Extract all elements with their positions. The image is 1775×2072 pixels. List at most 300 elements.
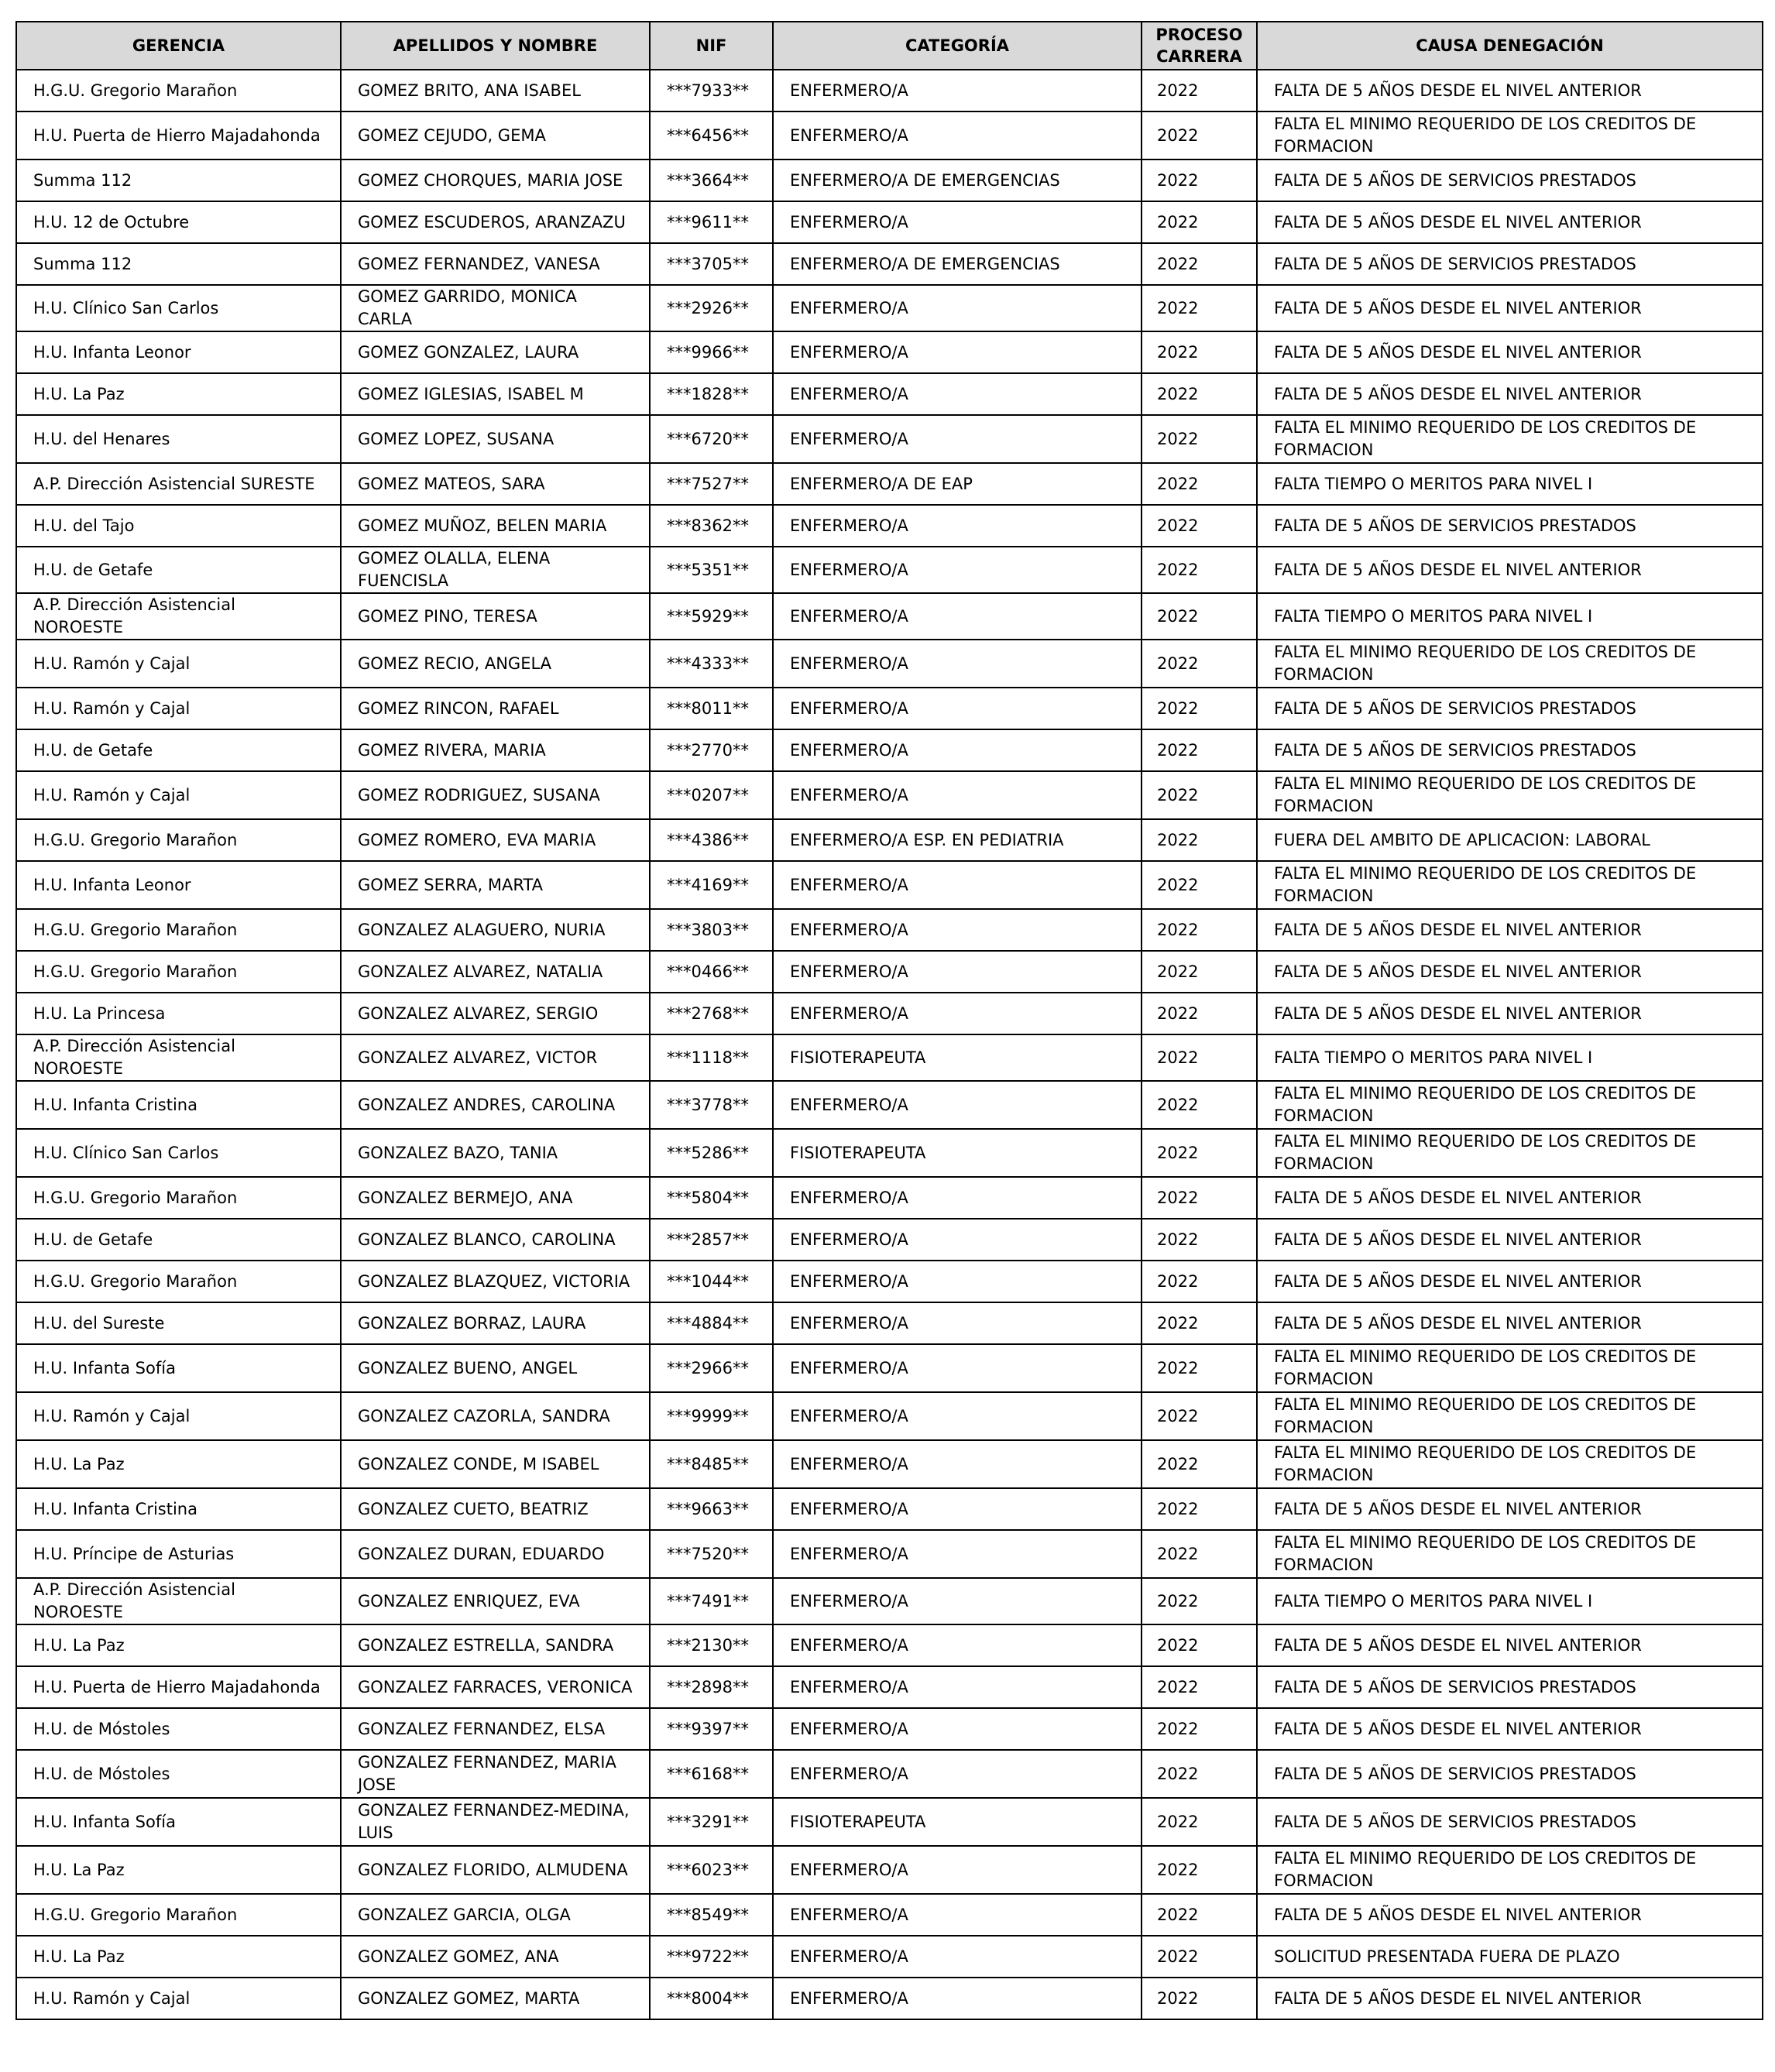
cell-gerencia: H.U. La Paz: [16, 1624, 341, 1666]
cell-nif: ***6720**: [650, 415, 773, 463]
cell-gerencia: A.P. Dirección Asistencial NOROESTE: [16, 1578, 341, 1624]
cell-proceso: 2022: [1142, 1302, 1257, 1344]
cell-nombre: GONZALEZ DURAN, EDUARDO: [341, 1530, 650, 1578]
cell-gerencia: A.P. Dirección Asistencial NOROESTE: [16, 1034, 341, 1081]
cell-proceso: 2022: [1142, 1936, 1257, 1978]
cell-nif: ***9999**: [650, 1392, 773, 1440]
cell-nombre: GOMEZ CEJUDO, GEMA: [341, 111, 650, 160]
cell-categoria: ENFERMERO/A: [773, 993, 1142, 1034]
cell-proceso: 2022: [1142, 463, 1257, 505]
table-row: [16, 640, 1763, 688]
cell-categoria: ENFERMERO/A: [773, 111, 1142, 160]
cell-causa: FALTA EL MINIMO REQUERIDO DE LOS CREDITOS DE FORMACION: [1257, 1530, 1763, 1578]
cell-nombre: GOMEZ RIVERA, MARIA: [341, 729, 650, 771]
cell-causa: FALTA DE 5 AÑOS DESDE EL NIVEL ANTERIOR: [1257, 1624, 1763, 1666]
cell-gerencia: H.U. de Getafe: [16, 547, 341, 593]
cell-nif: ***3291**: [650, 1798, 773, 1846]
cell-causa: FALTA EL MINIMO REQUERIDO DE LOS CREDITOS DE FORMACION: [1257, 640, 1763, 688]
cell-proceso: 2022: [1142, 909, 1257, 951]
table-row: [16, 1177, 1763, 1219]
cell-gerencia: H.U. La Paz: [16, 1846, 341, 1894]
cell-gerencia: H.U. del Sureste: [16, 1302, 341, 1344]
cell-proceso: 2022: [1142, 1344, 1257, 1392]
cell-gerencia: H.U. Ramón y Cajal: [16, 688, 341, 729]
table-row: [16, 861, 1763, 909]
cell-causa: FALTA DE 5 AÑOS DE SERVICIOS PRESTADOS: [1257, 160, 1763, 201]
cell-nif: ***1828**: [650, 373, 773, 415]
cell-nif: ***6023**: [650, 1846, 773, 1894]
cell-nombre: GONZALEZ FERNANDEZ, ELSA: [341, 1708, 650, 1750]
cell-nombre: GONZALEZ ALVAREZ, NATALIA: [341, 951, 650, 993]
cell-nif: ***8011**: [650, 688, 773, 729]
table-row: [16, 1798, 1763, 1846]
cell-causa: FALTA TIEMPO O MERITOS PARA NIVEL I: [1257, 463, 1763, 505]
cell-nif: ***6168**: [650, 1750, 773, 1798]
cell-nombre: GOMEZ LOPEZ, SUSANA: [341, 415, 650, 463]
cell-nombre: GOMEZ MUÑOZ, BELEN MARIA: [341, 505, 650, 547]
cell-causa: FALTA EL MINIMO REQUERIDO DE LOS CREDITOS DE FORMACION: [1257, 1129, 1763, 1177]
cell-nombre: GONZALEZ FERNANDEZ-MEDINA, LUIS: [341, 1798, 650, 1846]
cell-proceso: 2022: [1142, 1081, 1257, 1129]
cell-causa: FALTA DE 5 AÑOS DESDE EL NIVEL ANTERIOR: [1257, 1488, 1763, 1530]
cell-proceso: 2022: [1142, 1798, 1257, 1846]
table-row: [16, 415, 1763, 463]
cell-proceso: 2022: [1142, 201, 1257, 243]
cell-nombre: GONZALEZ BORRAZ, LAURA: [341, 1302, 650, 1344]
cell-categoria: ENFERMERO/A: [773, 1081, 1142, 1129]
cell-nif: ***4386**: [650, 819, 773, 861]
cell-nif: ***2770**: [650, 729, 773, 771]
cell-nombre: GONZALEZ ALAGUERO, NURIA: [341, 909, 650, 951]
cell-proceso: 2022: [1142, 1129, 1257, 1177]
cell-gerencia: H.U. Infanta Sofía: [16, 1798, 341, 1846]
cell-nif: ***8485**: [650, 1440, 773, 1488]
table-row: [16, 593, 1763, 640]
cell-categoria: ENFERMERO/A: [773, 1392, 1142, 1440]
cell-proceso: 2022: [1142, 373, 1257, 415]
cell-proceso: 2022: [1142, 1219, 1257, 1261]
cell-causa: FALTA DE 5 AÑOS DESDE EL NIVEL ANTERIOR: [1257, 1177, 1763, 1219]
cell-gerencia: H.U. Clínico San Carlos: [16, 285, 341, 331]
cell-categoria: ENFERMERO/A: [773, 1978, 1142, 2019]
cell-categoria: ENFERMERO/A: [773, 861, 1142, 909]
table-row: [16, 688, 1763, 729]
cell-gerencia: A.P. Dirección Asistencial NOROESTE: [16, 593, 341, 640]
cell-proceso: 2022: [1142, 1392, 1257, 1440]
cell-categoria: ENFERMERO/A: [773, 1894, 1142, 1936]
cell-causa: FALTA TIEMPO O MERITOS PARA NIVEL I: [1257, 1578, 1763, 1624]
cell-causa: FALTA DE 5 AÑOS DESDE EL NIVEL ANTERIOR: [1257, 951, 1763, 993]
cell-causa: FALTA DE 5 AÑOS DESDE EL NIVEL ANTERIOR: [1257, 1302, 1763, 1344]
cell-proceso: 2022: [1142, 729, 1257, 771]
cell-causa: FALTA DE 5 AÑOS DE SERVICIOS PRESTADOS: [1257, 1798, 1763, 1846]
cell-proceso: 2022: [1142, 1261, 1257, 1302]
cell-causa: FALTA DE 5 AÑOS DESDE EL NIVEL ANTERIOR: [1257, 1219, 1763, 1261]
cell-categoria: ENFERMERO/A: [773, 1344, 1142, 1392]
cell-proceso: 2022: [1142, 993, 1257, 1034]
cell-categoria: ENFERMERO/A: [773, 1846, 1142, 1894]
cell-gerencia: H.U. Puerta de Hierro Majadahonda: [16, 111, 341, 160]
table-row: [16, 463, 1763, 505]
cell-categoria: FISIOTERAPEUTA: [773, 1129, 1142, 1177]
cell-proceso: 2022: [1142, 1034, 1257, 1081]
table-row: [16, 819, 1763, 861]
cell-causa: FALTA EL MINIMO REQUERIDO DE LOS CREDITOS DE FORMACION: [1257, 1344, 1763, 1392]
header-nif: NIF: [650, 22, 773, 70]
table-row: [16, 1440, 1763, 1488]
cell-proceso: 2022: [1142, 160, 1257, 201]
cell-nif: ***2898**: [650, 1666, 773, 1708]
cell-proceso: 2022: [1142, 547, 1257, 593]
cell-categoria: FISIOTERAPEUTA: [773, 1034, 1142, 1081]
cell-nif: ***7933**: [650, 70, 773, 111]
cell-proceso: 2022: [1142, 640, 1257, 688]
table-row: [16, 729, 1763, 771]
cell-nombre: GOMEZ RINCON, RAFAEL: [341, 688, 650, 729]
cell-nif: ***9397**: [650, 1708, 773, 1750]
table-row: [16, 1624, 1763, 1666]
cell-nif: ***7527**: [650, 463, 773, 505]
cell-gerencia: H.G.U. Gregorio Marañon: [16, 70, 341, 111]
cell-causa: FALTA TIEMPO O MERITOS PARA NIVEL I: [1257, 593, 1763, 640]
header-apellidos-nombre: APELLIDOS Y NOMBRE: [341, 22, 650, 70]
cell-causa: FALTA DE 5 AÑOS DESDE EL NIVEL ANTERIOR: [1257, 993, 1763, 1034]
cell-proceso: 2022: [1142, 70, 1257, 111]
cell-categoria: ENFERMERO/A: [773, 505, 1142, 547]
header-gerencia: GERENCIA: [16, 22, 341, 70]
cell-causa: FALTA DE 5 AÑOS DESDE EL NIVEL ANTERIOR: [1257, 1978, 1763, 2019]
cell-nombre: GONZALEZ ALVAREZ, VICTOR: [341, 1034, 650, 1081]
cell-causa: FALTA DE 5 AÑOS DE SERVICIOS PRESTADOS: [1257, 1666, 1763, 1708]
cell-nombre: GONZALEZ CONDE, M ISABEL: [341, 1440, 650, 1488]
cell-nombre: GOMEZ FERNANDEZ, VANESA: [341, 243, 650, 285]
cell-categoria: ENFERMERO/A: [773, 547, 1142, 593]
cell-gerencia: H.U. Ramón y Cajal: [16, 1392, 341, 1440]
table-row: [16, 1978, 1763, 2019]
cell-categoria: ENFERMERO/A: [773, 1750, 1142, 1798]
cell-proceso: 2022: [1142, 1846, 1257, 1894]
cell-categoria: ENFERMERO/A: [773, 729, 1142, 771]
table-row: [16, 70, 1763, 111]
cell-nombre: GOMEZ GONZALEZ, LAURA: [341, 331, 650, 373]
cell-causa: FALTA TIEMPO O MERITOS PARA NIVEL I: [1257, 1034, 1763, 1081]
cell-nombre: GOMEZ OLALLA, ELENA FUENCISLA: [341, 547, 650, 593]
cell-gerencia: H.G.U. Gregorio Marañon: [16, 1894, 341, 1936]
table-row: [16, 993, 1763, 1034]
cell-nombre: GOMEZ RECIO, ANGELA: [341, 640, 650, 688]
cell-categoria: ENFERMERO/A: [773, 1578, 1142, 1624]
cell-gerencia: H.G.U. Gregorio Marañon: [16, 1177, 341, 1219]
cell-proceso: 2022: [1142, 688, 1257, 729]
cell-nombre: GOMEZ GARRIDO, MONICA CARLA: [341, 285, 650, 331]
cell-gerencia: H.U. Clínico San Carlos: [16, 1129, 341, 1177]
cell-nif: ***8362**: [650, 505, 773, 547]
cell-categoria: ENFERMERO/A: [773, 1488, 1142, 1530]
cell-gerencia: H.U. Infanta Cristina: [16, 1488, 341, 1530]
cell-proceso: 2022: [1142, 593, 1257, 640]
cell-gerencia: A.P. Dirección Asistencial SURESTE: [16, 463, 341, 505]
cell-causa: FALTA DE 5 AÑOS DESDE EL NIVEL ANTERIOR: [1257, 1894, 1763, 1936]
table-row: [16, 201, 1763, 243]
cell-nif: ***8549**: [650, 1894, 773, 1936]
table-row: [16, 1302, 1763, 1344]
cell-categoria: ENFERMERO/A: [773, 593, 1142, 640]
cell-proceso: 2022: [1142, 1708, 1257, 1750]
table-row: [16, 1936, 1763, 1978]
cell-gerencia: H.U. Infanta Leonor: [16, 861, 341, 909]
cell-nif: ***9611**: [650, 201, 773, 243]
table-row: [16, 1708, 1763, 1750]
cell-nif: ***5286**: [650, 1129, 773, 1177]
cell-gerencia: H.U. Infanta Sofía: [16, 1344, 341, 1392]
cell-categoria: ENFERMERO/A: [773, 1261, 1142, 1302]
cell-proceso: 2022: [1142, 1578, 1257, 1624]
table-row: [16, 1488, 1763, 1530]
table-row: [16, 1081, 1763, 1129]
cell-categoria: ENFERMERO/A: [773, 1530, 1142, 1578]
cell-causa: FALTA EL MINIMO REQUERIDO DE LOS CREDITOS DE FORMACION: [1257, 771, 1763, 819]
cell-nombre: GONZALEZ BERMEJO, ANA: [341, 1177, 650, 1219]
cell-gerencia: H.G.U. Gregorio Marañon: [16, 909, 341, 951]
cell-causa: FALTA DE 5 AÑOS DESDE EL NIVEL ANTERIOR: [1257, 70, 1763, 111]
table-row: [16, 547, 1763, 593]
table-row: [16, 331, 1763, 373]
cell-causa: FALTA DE 5 AÑOS DESDE EL NIVEL ANTERIOR: [1257, 1261, 1763, 1302]
cell-causa: FALTA DE 5 AÑOS DE SERVICIOS PRESTADOS: [1257, 505, 1763, 547]
cell-nif: ***8004**: [650, 1978, 773, 2019]
cell-proceso: 2022: [1142, 243, 1257, 285]
cell-nif: ***7520**: [650, 1530, 773, 1578]
table-row: [16, 1392, 1763, 1440]
cell-nif: ***5804**: [650, 1177, 773, 1219]
cell-nif: ***2926**: [650, 285, 773, 331]
cell-nif: ***5351**: [650, 547, 773, 593]
cell-causa: FUERA DEL AMBITO DE APLICACION: LABORAL: [1257, 819, 1763, 861]
table-row: [16, 1344, 1763, 1392]
cell-categoria: ENFERMERO/A: [773, 1936, 1142, 1978]
cell-proceso: 2022: [1142, 771, 1257, 819]
cell-gerencia: H.U. Puerta de Hierro Majadahonda: [16, 1666, 341, 1708]
cell-nif: ***1118**: [650, 1034, 773, 1081]
cell-causa: FALTA DE 5 AÑOS DESDE EL NIVEL ANTERIOR: [1257, 331, 1763, 373]
cell-nif: ***2130**: [650, 1624, 773, 1666]
table-row: [16, 505, 1763, 547]
cell-nif: ***6456**: [650, 111, 773, 160]
cell-gerencia: H.U. del Tajo: [16, 505, 341, 547]
cell-gerencia: H.U. 12 de Octubre: [16, 201, 341, 243]
cell-gerencia: H.U. del Henares: [16, 415, 341, 463]
cell-categoria: ENFERMERO/A DE EMERGENCIAS: [773, 160, 1142, 201]
cell-proceso: 2022: [1142, 1894, 1257, 1936]
cell-proceso: 2022: [1142, 111, 1257, 160]
table-row: [16, 373, 1763, 415]
cell-nombre: GONZALEZ CUETO, BEATRIZ: [341, 1488, 650, 1530]
cell-nif: ***3803**: [650, 909, 773, 951]
cell-categoria: ENFERMERO/A: [773, 688, 1142, 729]
table-row: [16, 1530, 1763, 1578]
cell-nombre: GONZALEZ ALVAREZ, SERGIO: [341, 993, 650, 1034]
cell-proceso: 2022: [1142, 1530, 1257, 1578]
table-row: [16, 1129, 1763, 1177]
cell-nif: ***7491**: [650, 1578, 773, 1624]
cell-nif: ***4884**: [650, 1302, 773, 1344]
cell-gerencia: H.U. de Móstoles: [16, 1708, 341, 1750]
cell-categoria: FISIOTERAPEUTA: [773, 1798, 1142, 1846]
cell-nombre: GONZALEZ ENRIQUEZ, EVA: [341, 1578, 650, 1624]
cell-categoria: ENFERMERO/A: [773, 285, 1142, 331]
table-row: [16, 909, 1763, 951]
table-row: [16, 111, 1763, 160]
header-row: [16, 22, 1763, 70]
cell-gerencia: Summa 112: [16, 243, 341, 285]
cell-proceso: 2022: [1142, 951, 1257, 993]
cell-gerencia: H.U. La Paz: [16, 373, 341, 415]
cell-gerencia: H.U. Infanta Leonor: [16, 331, 341, 373]
cell-proceso: 2022: [1142, 1624, 1257, 1666]
cell-proceso: 2022: [1142, 1177, 1257, 1219]
table-row: [16, 1261, 1763, 1302]
cell-nombre: GOMEZ RODRIGUEZ, SUSANA: [341, 771, 650, 819]
cell-nombre: GONZALEZ BUENO, ANGEL: [341, 1344, 650, 1392]
cell-categoria: ENFERMERO/A: [773, 1177, 1142, 1219]
cell-nif: ***0207**: [650, 771, 773, 819]
cell-nombre: GOMEZ MATEOS, SARA: [341, 463, 650, 505]
cell-causa: FALTA DE 5 AÑOS DESDE EL NIVEL ANTERIOR: [1257, 909, 1763, 951]
cell-nif: ***3778**: [650, 1081, 773, 1129]
cell-nif: ***1044**: [650, 1261, 773, 1302]
cell-causa: FALTA EL MINIMO REQUERIDO DE LOS CREDITOS DE FORMACION: [1257, 1846, 1763, 1894]
cell-gerencia: H.G.U. Gregorio Marañon: [16, 819, 341, 861]
table-row: [16, 1750, 1763, 1798]
cell-causa: FALTA EL MINIMO REQUERIDO DE LOS CREDITOS DE FORMACION: [1257, 1440, 1763, 1488]
cell-proceso: 2022: [1142, 1666, 1257, 1708]
cell-categoria: ENFERMERO/A: [773, 1666, 1142, 1708]
cell-nif: ***3664**: [650, 160, 773, 201]
cell-categoria: ENFERMERO/A: [773, 331, 1142, 373]
cell-causa: FALTA DE 5 AÑOS DESDE EL NIVEL ANTERIOR: [1257, 285, 1763, 331]
cell-causa: FALTA EL MINIMO REQUERIDO DE LOS CREDITOS DE FORMACION: [1257, 861, 1763, 909]
cell-causa: FALTA DE 5 AÑOS DE SERVICIOS PRESTADOS: [1257, 729, 1763, 771]
cell-gerencia: H.U. de Móstoles: [16, 1750, 341, 1798]
cell-gerencia: H.U. Ramón y Cajal: [16, 771, 341, 819]
cell-nombre: GOMEZ IGLESIAS, ISABEL M: [341, 373, 650, 415]
cell-categoria: ENFERMERO/A: [773, 201, 1142, 243]
table-row: [16, 1219, 1763, 1261]
table-row: [16, 1894, 1763, 1936]
cell-causa: FALTA EL MINIMO REQUERIDO DE LOS CREDITOS DE FORMACION: [1257, 111, 1763, 160]
cell-categoria: ENFERMERO/A: [773, 1708, 1142, 1750]
cell-categoria: ENFERMERO/A DE EAP: [773, 463, 1142, 505]
cell-proceso: 2022: [1142, 505, 1257, 547]
cell-proceso: 2022: [1142, 415, 1257, 463]
cell-nombre: GONZALEZ BLAZQUEZ, VICTORIA: [341, 1261, 650, 1302]
cell-causa: FALTA EL MINIMO REQUERIDO DE LOS CREDITOS DE FORMACION: [1257, 415, 1763, 463]
table-row: [16, 1034, 1763, 1081]
header-categoria: CATEGORÍA: [773, 22, 1142, 70]
cell-proceso: 2022: [1142, 331, 1257, 373]
cell-causa: FALTA DE 5 AÑOS DESDE EL NIVEL ANTERIOR: [1257, 201, 1763, 243]
cell-categoria: ENFERMERO/A: [773, 1624, 1142, 1666]
cell-gerencia: H.U. La Paz: [16, 1440, 341, 1488]
cell-nombre: GONZALEZ GARCIA, OLGA: [341, 1894, 650, 1936]
table-row: [16, 160, 1763, 201]
cell-causa: FALTA DE 5 AÑOS DE SERVICIOS PRESTADOS: [1257, 688, 1763, 729]
cell-nif: ***9663**: [650, 1488, 773, 1530]
cell-proceso: 2022: [1142, 819, 1257, 861]
table-row: [16, 243, 1763, 285]
cell-proceso: 2022: [1142, 1440, 1257, 1488]
cell-nif: ***4169**: [650, 861, 773, 909]
table-row: [16, 1846, 1763, 1894]
cell-proceso: 2022: [1142, 861, 1257, 909]
cell-causa: FALTA DE 5 AÑOS DESDE EL NIVEL ANTERIOR: [1257, 1708, 1763, 1750]
cell-causa: FALTA EL MINIMO REQUERIDO DE LOS CREDITOS DE FORMACION: [1257, 1392, 1763, 1440]
cell-nif: ***0466**: [650, 951, 773, 993]
cell-nombre: GONZALEZ BLANCO, CAROLINA: [341, 1219, 650, 1261]
cell-categoria: ENFERMERO/A: [773, 415, 1142, 463]
cell-categoria: ENFERMERO/A: [773, 373, 1142, 415]
cell-causa: SOLICITUD PRESENTADA FUERA DE PLAZO: [1257, 1936, 1763, 1978]
cell-nombre: GOMEZ ESCUDEROS, ARANZAZU: [341, 201, 650, 243]
cell-nombre: GOMEZ SERRA, MARTA: [341, 861, 650, 909]
table-row: [16, 1578, 1763, 1624]
cell-nombre: GOMEZ PINO, TERESA: [341, 593, 650, 640]
cell-gerencia: H.U. La Princesa: [16, 993, 341, 1034]
cell-nombre: GONZALEZ CAZORLA, SANDRA: [341, 1392, 650, 1440]
cell-nombre: GOMEZ CHORQUES, MARIA JOSE: [341, 160, 650, 201]
cell-gerencia: H.G.U. Gregorio Marañon: [16, 1261, 341, 1302]
cell-nif: ***4333**: [650, 640, 773, 688]
table-row: [16, 951, 1763, 993]
cell-nombre: GOMEZ ROMERO, EVA MARIA: [341, 819, 650, 861]
cell-nif: ***2966**: [650, 1344, 773, 1392]
cell-nif: ***2857**: [650, 1219, 773, 1261]
cell-categoria: ENFERMERO/A ESP. EN PEDIATRIA: [773, 819, 1142, 861]
cell-causa: FALTA DE 5 AÑOS DESDE EL NIVEL ANTERIOR: [1257, 373, 1763, 415]
cell-proceso: 2022: [1142, 1750, 1257, 1798]
cell-proceso: 2022: [1142, 1978, 1257, 2019]
cell-nombre: GONZALEZ ESTRELLA, SANDRA: [341, 1624, 650, 1666]
cell-causa: FALTA EL MINIMO REQUERIDO DE LOS CREDITOS DE FORMACION: [1257, 1081, 1763, 1129]
cell-causa: FALTA DE 5 AÑOS DE SERVICIOS PRESTADOS: [1257, 1750, 1763, 1798]
table-row: [16, 1666, 1763, 1708]
cell-nif: ***9966**: [650, 331, 773, 373]
cell-causa: FALTA DE 5 AÑOS DE SERVICIOS PRESTADOS: [1257, 243, 1763, 285]
denial-table: [15, 21, 1763, 2020]
cell-gerencia: H.U. Infanta Cristina: [16, 1081, 341, 1129]
cell-categoria: ENFERMERO/A: [773, 640, 1142, 688]
cell-proceso: 2022: [1142, 285, 1257, 331]
cell-nombre: GOMEZ BRITO, ANA ISABEL: [341, 70, 650, 111]
cell-nombre: GONZALEZ FERNANDEZ, MARIA JOSE: [341, 1750, 650, 1798]
cell-gerencia: Summa 112: [16, 160, 341, 201]
cell-gerencia: H.U. Príncipe de Asturias: [16, 1530, 341, 1578]
cell-gerencia: H.U. La Paz: [16, 1936, 341, 1978]
cell-gerencia: H.G.U. Gregorio Marañon: [16, 951, 341, 993]
cell-nombre: GONZALEZ GOMEZ, MARTA: [341, 1978, 650, 2019]
cell-categoria: ENFERMERO/A: [773, 1440, 1142, 1488]
cell-gerencia: H.U. de Getafe: [16, 1219, 341, 1261]
table-row: [16, 771, 1763, 819]
cell-nif: ***5929**: [650, 593, 773, 640]
header-proceso-carrera: PROCESO CARRERA: [1142, 22, 1257, 70]
cell-causa: FALTA DE 5 AÑOS DESDE EL NIVEL ANTERIOR: [1257, 547, 1763, 593]
cell-nombre: GONZALEZ FARRACES, VERONICA: [341, 1666, 650, 1708]
cell-categoria: ENFERMERO/A: [773, 771, 1142, 819]
cell-categoria: ENFERMERO/A: [773, 1219, 1142, 1261]
table-row: [16, 285, 1763, 331]
cell-categoria: ENFERMERO/A: [773, 1302, 1142, 1344]
